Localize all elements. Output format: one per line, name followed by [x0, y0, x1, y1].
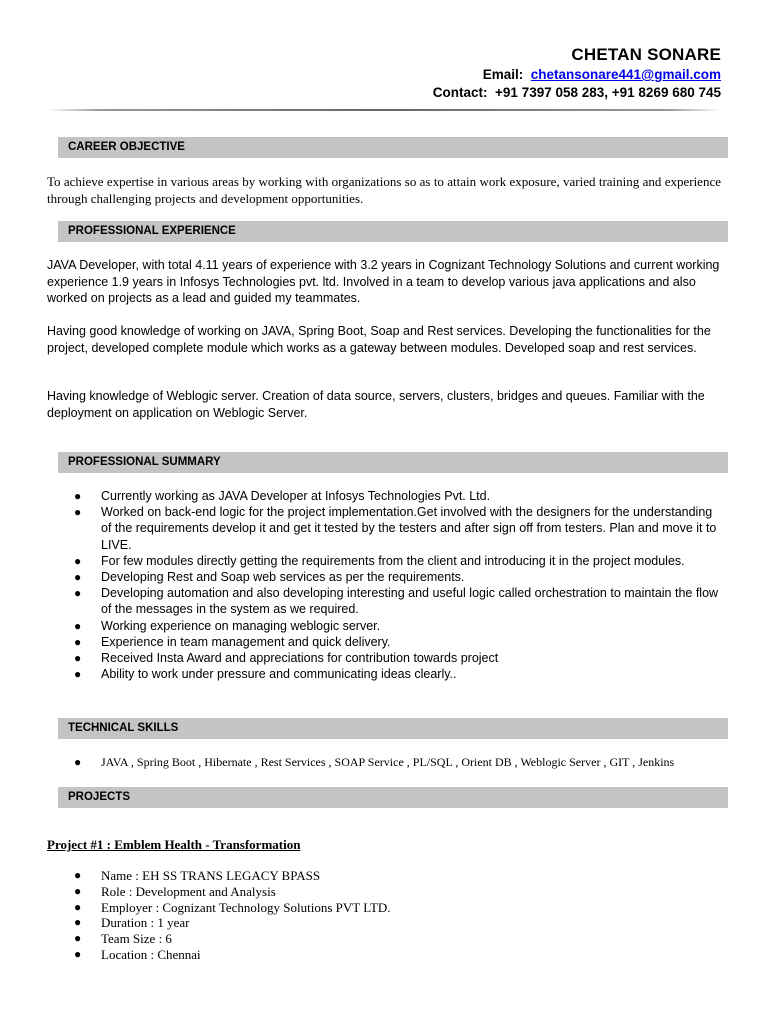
contact-label: Contact: — [432, 85, 488, 100]
list-item: ● JAVA , Spring Boot , Hibernate , Rest Services , SOAP Service , PL/SQL , Orient DB , Weblogic Server , GIT , Jenkins — [74, 755, 675, 769]
contact-line — [433, 84, 721, 102]
experience-paragraph: Having knowledge of Weblogic server. Creation of data source, servers, clusters, bridges and queues. Familiar with the deployment on application on Weblogic Server. — [47, 389, 705, 420]
bullet-icon: ● — [74, 868, 82, 882]
email-link[interactable]: chetansonare441@gmail.com — [530, 67, 721, 82]
candidate-name: CHETAN SONARE — [571, 45, 721, 64]
section-professional-summary: PROFESSIONAL SUMMARY — [58, 452, 728, 473]
list-item: ● Location : Chennai — [74, 946, 201, 962]
bullet-icon: ● — [74, 883, 82, 898]
bullet-icon: ● — [74, 915, 82, 930]
technical-skills-list — [47, 754, 721, 770]
bullet-icon: ● — [74, 505, 82, 520]
career-objective-text: To achieve expertise in various areas by working with organizations so as to attain work exposure, varied training and experience through challenging projects and development opportunities. — [47, 174, 721, 206]
list-item: ● Role : Development and Analysis — [74, 883, 276, 899]
bullet-icon: ● — [74, 946, 82, 961]
experience-paragraph: Having good knowledge of working on JAVA, Spring Boot, Soap and Rest services. Developing the functionalities for the project, developed complete module which works as a gateway between modules. Developed soap and rest services. — [47, 324, 711, 355]
list-item: ● Working experience on managing weblogic server. — [74, 618, 381, 633]
list-item: ● For few modules directly getting the requirements from the client and introducing it in the project modules. — [74, 553, 685, 568]
project-title: Project #1 : Emblem Health - Transformation — [47, 837, 301, 852]
header-divider — [46, 109, 722, 111]
bullet-icon: ● — [74, 489, 82, 503]
bullet-icon: ● — [74, 570, 82, 585]
email-line — [433, 66, 721, 84]
email-label: Email: — [482, 67, 524, 82]
bullet-icon: ● — [74, 755, 82, 769]
list-item: ● Name : EH SS TRANS LEGACY BPASS — [74, 868, 321, 883]
resume-header — [433, 44, 721, 102]
bullet-icon: ● — [74, 931, 82, 946]
list-item: ● Ability to work under pressure and communicating ideas clearly.. — [74, 667, 457, 682]
section-projects: PROJECTS — [58, 787, 728, 808]
section-career-objective: CAREER OBJECTIVE — [58, 137, 728, 158]
bullet-icon: ● — [74, 667, 82, 682]
bullet-icon: ● — [74, 618, 82, 633]
list-item: ● Team Size : 6 — [74, 931, 172, 947]
list-item: ● Experience in team management and quick delivery. — [74, 634, 391, 649]
list-item: ● Employer : Cognizant Technology Solutions PVT LTD. — [74, 899, 391, 915]
contact-numbers: +91 7397 058 283, +91 8269 680 745 — [495, 85, 721, 100]
list-item: ● Developing automation and also developing interesting and useful logic called orchestration to maintain the flow of the messages in the system as we required. — [74, 586, 719, 617]
experience-paragraph: JAVA Developer, with total 4.11 years of experience with 3.2 years in Cognizant Technology Solutions and current working experience 1.9 years in Infosys Technologies pvt. ltd. Involved in a team to develop various java applications and also worked on projects as a lead and guided my teammates. — [47, 258, 720, 305]
section-technical-skills: TECHNICAL SKILLS — [58, 718, 728, 739]
list-item: ● Currently working as JAVA Developer at Infosys Technologies Pvt. Ltd. — [74, 489, 491, 503]
bullet-icon: ● — [74, 634, 82, 649]
professional-summary-list — [47, 488, 721, 682]
list-item: ● Worked on back-end logic for the project implementation.Get involved with the designers for the understanding of the requirements develop it and get it tested by the testers and after sign off from testers. Plan and move it to LIVE. — [74, 505, 717, 552]
bullet-icon: ● — [74, 651, 82, 666]
list-item: ● Developing Rest and Soap web services as per the requirements. — [74, 570, 465, 585]
bullet-icon: ● — [74, 553, 82, 568]
project-details-list — [47, 868, 721, 963]
list-item: ● Received Insta Award and appreciations for contribution towards project — [74, 651, 499, 666]
section-professional-experience: PROFESSIONAL EXPERIENCE — [58, 221, 728, 242]
list-item: ● Duration : 1 year — [74, 915, 190, 931]
bullet-icon: ● — [74, 586, 82, 601]
bullet-icon: ● — [74, 899, 82, 914]
